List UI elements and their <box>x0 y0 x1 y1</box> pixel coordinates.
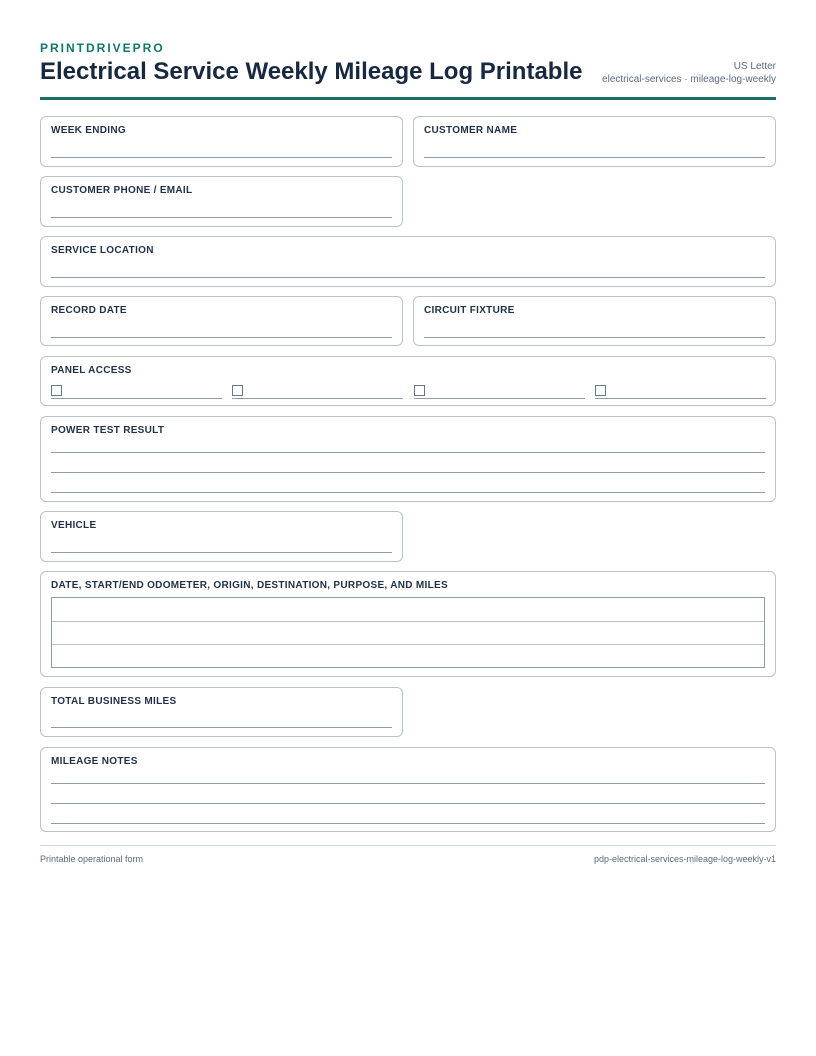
document-meta <box>602 60 776 86</box>
power-test-result-field[interactable] <box>40 416 776 502</box>
panel-access-option-1[interactable] <box>51 383 222 399</box>
service-location-field[interactable] <box>40 236 776 287</box>
power-test-line-1[interactable] <box>51 452 765 453</box>
option-write-line[interactable] <box>232 398 403 399</box>
option-write-line[interactable] <box>414 398 585 399</box>
week-ending-label: WEEK ENDING <box>51 125 126 136</box>
record-date-label: RECORD DATE <box>51 305 127 316</box>
page-title: Electrical Service Weekly Mileage Log Printable <box>40 58 583 85</box>
vehicle-field[interactable] <box>40 511 403 562</box>
footer-description: Printable operational form <box>40 854 144 864</box>
panel-access-field <box>40 356 776 406</box>
customer-name-input-line[interactable] <box>424 157 765 158</box>
total-business-miles-field[interactable] <box>40 687 403 737</box>
customer-contact-label: CUSTOMER PHONE / EMAIL <box>51 185 193 196</box>
circuit-fixture-label: CIRCUIT FIXTURE <box>424 305 515 316</box>
customer-contact-field[interactable] <box>40 176 403 227</box>
mileage-notes-line-3[interactable] <box>51 823 765 824</box>
week-ending-field[interactable] <box>40 116 403 167</box>
panel-access-option-3[interactable] <box>414 383 585 399</box>
total-business-miles-input-line[interactable] <box>51 727 392 728</box>
power-test-line-3[interactable] <box>51 492 765 493</box>
panel-access-label: PANEL ACCESS <box>51 365 132 376</box>
service-location-input-line[interactable] <box>51 277 765 278</box>
trip-log-table <box>51 597 765 668</box>
option-write-line[interactable] <box>51 398 222 399</box>
trip-log-label: DATE, START/END ODOMETER, ORIGIN, DESTINATION, PURPOSE, AND MILES <box>51 580 448 591</box>
checkbox[interactable] <box>595 385 606 396</box>
table-row-divider <box>52 644 764 645</box>
total-business-miles-label: TOTAL BUSINESS MILES <box>51 696 177 707</box>
customer-contact-input-line[interactable] <box>51 217 392 218</box>
service-location-label: SERVICE LOCATION <box>51 245 154 256</box>
vehicle-label: VEHICLE <box>51 520 97 531</box>
table-row-divider <box>52 621 764 622</box>
checkbox[interactable] <box>51 385 62 396</box>
form-id: pdp-electrical-services-mileage-log-weekly-v1 <box>593 854 776 864</box>
record-date-input-line[interactable] <box>51 337 392 338</box>
document-tags: electrical-services · mileage-log-weekly <box>602 74 776 85</box>
mileage-notes-field[interactable] <box>40 747 776 832</box>
paper-size: US Letter <box>733 61 776 72</box>
customer-name-field[interactable] <box>413 116 776 167</box>
week-ending-input-line[interactable] <box>51 157 392 158</box>
checkbox[interactable] <box>232 385 243 396</box>
footer-divider <box>40 845 776 846</box>
circuit-fixture-input-line[interactable] <box>424 337 765 338</box>
checkbox[interactable] <box>414 385 425 396</box>
option-write-line[interactable] <box>595 398 766 399</box>
record-date-field[interactable] <box>40 296 403 346</box>
vehicle-input-line[interactable] <box>51 552 392 553</box>
circuit-fixture-field[interactable] <box>413 296 776 346</box>
mileage-notes-line-1[interactable] <box>51 783 765 784</box>
header-divider <box>40 97 776 100</box>
power-test-result-label: POWER TEST RESULT <box>51 425 165 436</box>
trip-log-field <box>40 571 776 677</box>
mileage-notes-line-2[interactable] <box>51 803 765 804</box>
mileage-notes-label: MILEAGE NOTES <box>51 756 138 767</box>
panel-access-option-2[interactable] <box>232 383 403 399</box>
customer-name-label: CUSTOMER NAME <box>424 125 518 136</box>
panel-access-option-4[interactable] <box>595 383 766 399</box>
brand-name: PRINTDRIVEPRO <box>40 41 165 55</box>
power-test-line-2[interactable] <box>51 472 765 473</box>
